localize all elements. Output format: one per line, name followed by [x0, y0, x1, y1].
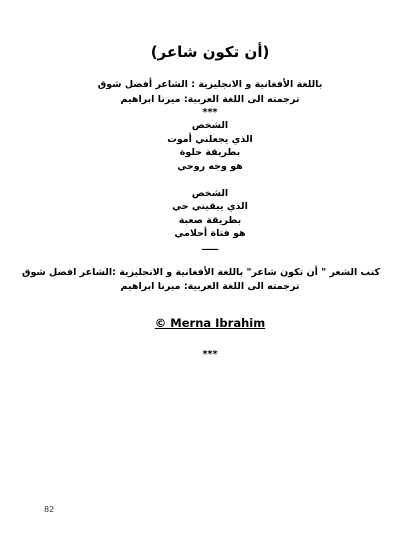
stanza-1-line-2: الذي يجعلني أموت: [167, 134, 253, 145]
separator-bottom: ***: [202, 349, 218, 360]
stanza-2-line-3: بطريقة صعبة: [178, 215, 242, 226]
stanza-2-line-4: هو فتاة أحلامي: [174, 228, 246, 239]
credits-line-2: ترجمته الى اللغة العربية: ميرنا ابراهيم: [120, 281, 300, 292]
separator-top: ***: [202, 107, 218, 118]
poem-title: (أن تكون شاعر): [150, 43, 270, 61]
intro-line-2: ترجمته الى اللغة العربية: ميرنا ابراهيم: [120, 94, 300, 105]
intro-line-1: باللغة الأفغانية و الانجليزية : الشاعر أفضل شوق: [97, 79, 323, 90]
stanza-1-line-1: الشخص: [191, 120, 229, 131]
stanza-2-line-1: الشخص: [191, 188, 229, 199]
stanza-1-line-4: هو وجه روحي: [177, 161, 243, 172]
stanza-1-line-3: بطريقة حلوة: [179, 147, 241, 158]
copyright-notice: © Merna Ibrahim: [154, 316, 266, 330]
page-number: 82: [44, 505, 55, 514]
dash-rule: ـــــ: [201, 242, 219, 253]
stanza-2-line-2: الذي يبقيني حي: [172, 201, 248, 212]
credits-line-1: كتب الشعر " أن تكون شاعر" باللغة الأفغانية و الانجليزية :الشاعر افضل شوق: [21, 267, 380, 278]
